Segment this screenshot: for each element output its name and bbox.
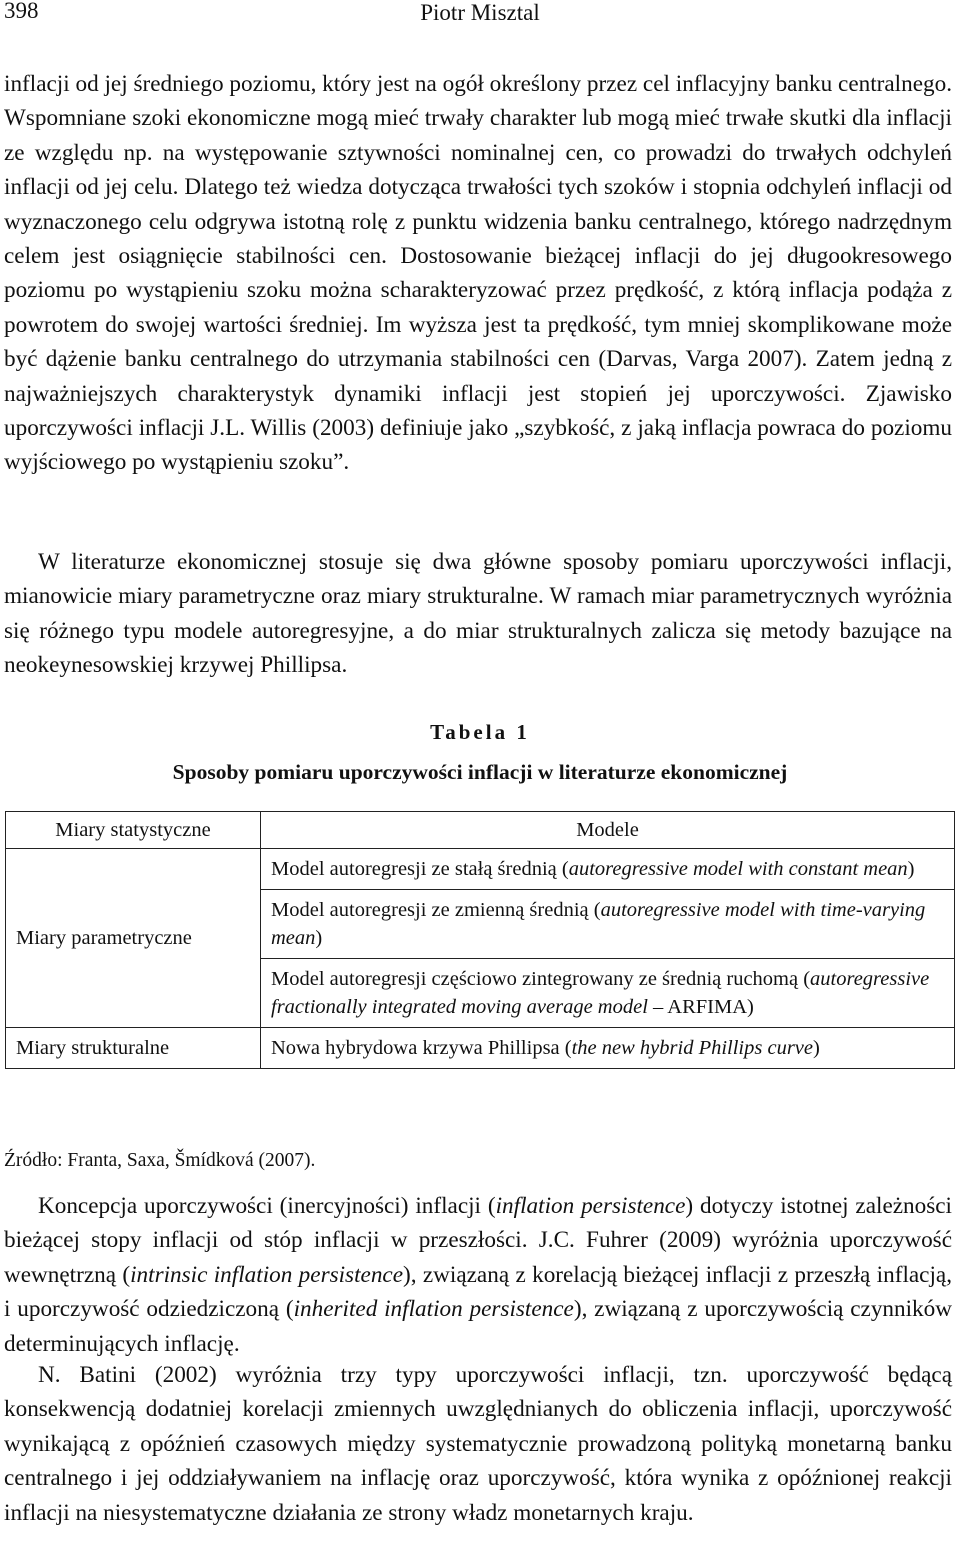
page-header — [0, 0, 960, 34]
table-cell-model-4: Nowa hybrydowa krzywa Phillipsa (the new hybrid Phillips curve) — [261, 1028, 955, 1069]
body-paragraph-1: inflacji od jej średniego poziomu, który jest na ogół określony przez cel inflacyjny banku centralnego. Wspomniane szoki ekonomiczne mogą mieć trwały charakter lub mogą mieć trwałe skutki dla inflacji ze względu np. na występowanie sztywności nominalnej cen, co prowadzi do trwałych odchyleń inflacji od jej celu. Dlatego też wiedza dotycząca trwałości tych szoków i stopnia odchyleń inflacji od wyznaczonego celu odgrywa istotną rolę z punktu widzenia banku centralnego, którego nadrzędnym celem jest osiągnięcie stabilności cen. Dostosowanie bieżącej inflacji do jej długookresowego poziomu po wystąpieniu szoku można scharakteryzować przez prędkość, z którą inflacja podąża z powrotem do swojej wartości średniej. Im wyższa jest ta prędkość, tym mniej skomplikowane może być dążenie banku centralnego do utrzymania stabilności cen (Darvas, Varga 2007). Zatem jedną z najważniejszych charakterystyk dynamiki inflacji jest stopień jej uporczywości. Zjawisko uporczywości inflacji J.L. Willis (2003) definiuje jako „szybkość, z jaką inflacja powraca do poziomu wyjściowego po wystąpieniu szoku”. — [4, 71, 952, 476]
table-cell-model-3: Model autoregresji częściowo zintegrowany ze średnią ruchomą (autoregressive fractionally integrated moving average model – ARFIMA) — [261, 959, 955, 1028]
table-header-models: Modele — [261, 812, 955, 849]
table-cell-model-2: Model autoregresji ze zmienną średnią (autoregressive model with time-varying mean) — [261, 890, 955, 959]
page-number: 398 — [4, 0, 39, 23]
table-source: Źródło: Franta, Saxa, Šmídková (2007). — [4, 1150, 316, 1171]
table-group-parametric: Miary parametryczne — [6, 849, 261, 1028]
table-header-statistical: Miary statystyczne — [6, 812, 261, 849]
running-head: Piotr Misztal — [420, 0, 540, 25]
table-row — [6, 849, 955, 890]
table-cell-model-1: Model autoregresji ze stałą średnią (autoregressive model with constant mean) — [261, 849, 955, 890]
table-number: Tabela 1 — [430, 720, 530, 744]
body-paragraph-3: Koncepcja uporczywości (inercyjności) inflacji (inflation persistence) dotyczy istotnej zależności bieżącej stopy inflacji od stóp inflacji w przeszłości. J.C. Fuhrer (2009) wyróżnia uporczywość wewnętrzną (intrinsic inflation persistence), związaną z korelacją bieżącej inflacji z przeszłą inflacją, i uporczywość odziedziczoną (inherited inflation persistence), związaną z uporczywością czynników determinujących inflację. — [4, 1193, 952, 1357]
table-title: Sposoby pomiaru uporczywości inflacji w literaturze ekonomicznej — [172, 760, 788, 784]
table-group-structural: Miary strukturalne — [6, 1028, 261, 1069]
body-paragraph-2: W literaturze ekonomicznej stosuje się dwa główne sposoby pomiaru uporczywości inflacji, mianowicie miary parametryczne oraz miary strukturalne. W ramach miar parametrycznych wyróżnia się różnego typu modele autoregresyjne, a do miar strukturalnych zalicza się metody bazujące na neokeynesowskiej krzywej Phillipsa. — [4, 549, 952, 679]
body-paragraph-4: N. Batini (2002) wyróżnia trzy typy uporczywości inflacji, tzn. uporczywość będącą konsekwencją dodatniej korelacji zmiennych uwzględnianych do obliczenia inflacji, uporczywość wynikającą z opóźnień czasowych między systematycznie prowadzoną polityką monetarną banku centralnego i jej oddziaływaniem na inflację oraz uporczywość, która wynika z opóźnionej reakcji inflacji na niesystematyczne działania ze strony władz monetarnych kraju. — [4, 1362, 952, 1526]
table-row — [6, 1028, 955, 1069]
measures-table — [5, 811, 955, 1069]
table-header-row — [6, 812, 955, 849]
